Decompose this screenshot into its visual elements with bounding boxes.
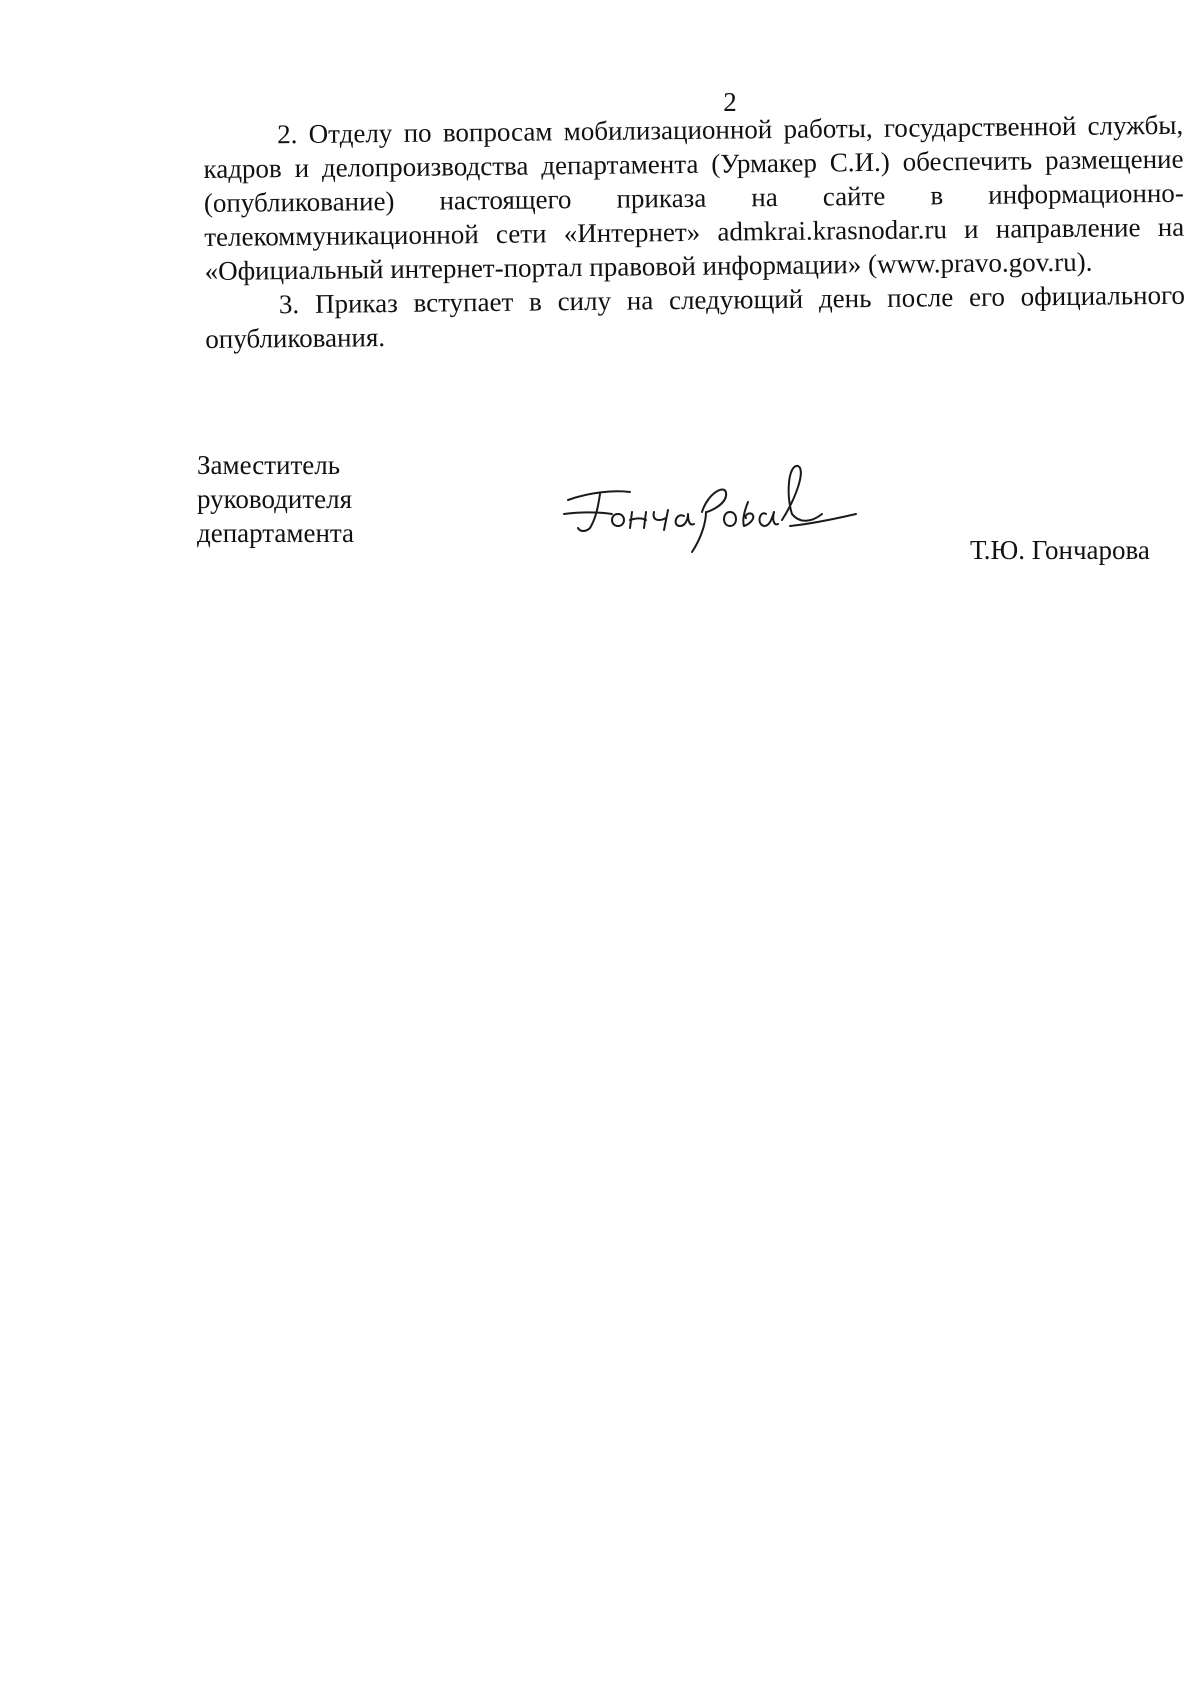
document-body [203, 108, 1185, 356]
position-line-1: Заместитель [197, 450, 341, 480]
position-line-3: департамента [197, 518, 355, 548]
position-line-2: руководителя [197, 484, 353, 514]
page-number: 2 [723, 87, 737, 117]
signer-name: Т.Ю. Гончарова [970, 535, 1150, 565]
paragraph-3: 3. Приказ вступает в силу на следующий день после его официального опубликования. [205, 279, 1186, 354]
handwritten-signature [560, 462, 860, 562]
paragraph-2: 2. Отделу по вопросам мобилизационной работы, государственной службы, кадров и делопроизводства департамента (Урмакер С.И.) обеспечить размещение (опубликование) настоящего приказа на сайте в информационно-телекоммуникационной сети «Интернет» admkrai.krasnodar.ru и направление на «Официальный интернет-портал правовой информации» (www.pravo.gov.ru). [203, 109, 1185, 286]
signatory-position [197, 448, 354, 550]
